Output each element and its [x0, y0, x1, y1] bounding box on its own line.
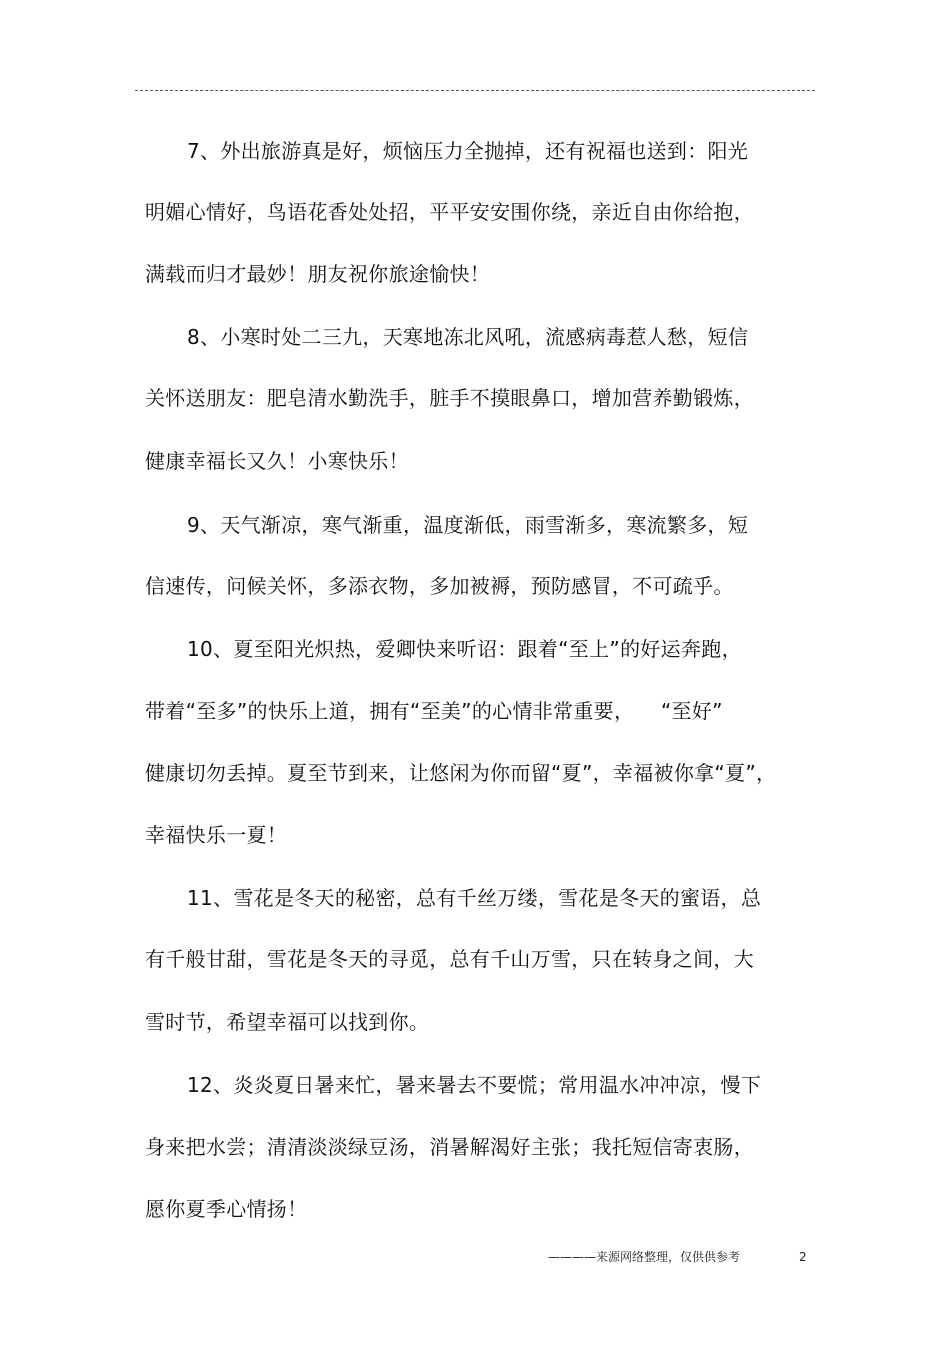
paragraph-10-line-4: 幸福快乐一夏！ — [145, 823, 288, 847]
paragraph-12-line-2: 身来把水尝；清清淡淡绿豆汤，消暑解渴好主张；我托短信寄衷肠， — [145, 1135, 754, 1159]
paragraph-10-line-1: 10、夏至阳光炽热，爱卿快来听诏：跟着“至上”的好运奔跑， — [187, 637, 742, 661]
paragraph-9-line-1: 9、天气渐凉，寒气渐重，温度渐低，雨雪渐多，寒流繁多，短 — [187, 513, 749, 537]
paragraph-10-line-3: 健康切勿丢掉。夏至节到来，让悠闲为你而留“夏”，幸福被你拿“夏”， — [145, 761, 777, 785]
paragraph-10-line-2: 带着“至多”的快乐上道，拥有“至美”的心情非常重要， “至好” — [145, 699, 723, 723]
paragraph-12-line-3: 愿你夏季心情扬！ — [145, 1197, 308, 1221]
paragraph-8-line-3: 健康幸福长又久！小寒快乐！ — [145, 449, 409, 473]
paragraph-7-line-2: 明媚心情好，鸟语花香处处招，平平安安围你绕，亲近自由你给抱， — [145, 200, 754, 224]
paragraph-11-line-3: 雪时节，希望幸福可以找到你。 — [145, 1010, 430, 1034]
paragraph-7-line-3: 满载而归才最妙！朋友祝你旅途愉快！ — [145, 262, 491, 286]
paragraph-11-line-1: 11、雪花是冬天的秘密，总有千丝万缕，雪花是冬天的蜜语，总 — [187, 886, 762, 910]
paragraph-9-line-2: 信速传，问候关怀，多添衣物，多加被褥，预防感冒，不可疏乎。 — [145, 574, 734, 598]
paragraph-8-line-2: 关怀送朋友：肥皂清水勤洗手，脏手不摸眼鼻口，增加营养勤锻炼， — [145, 386, 754, 410]
paragraph-11-line-2: 有千般甘甜，雪花是冬天的寻觅，总有千山万雪，只在转身之间，大 — [145, 947, 754, 971]
page-number: 2 — [799, 1250, 807, 1264]
paragraph-7-line-1: 7、外出旅游真是好，烦恼压力全抛掉，还有祝福也送到：阳光 — [187, 139, 749, 163]
paragraph-12-line-1: 12、炎炎夏日暑来忙，暑来暑去不要慌；常用温水冲冲凉，慢下 — [187, 1073, 762, 1097]
paragraph-8-line-1: 8、小寒时处二三九，天寒地冻北风吼，流感病毒惹人愁，短信 — [187, 325, 749, 349]
footer-source-note: ————来源网络整理，仅供供参考 — [548, 1250, 741, 1264]
header-divider — [135, 90, 815, 91]
